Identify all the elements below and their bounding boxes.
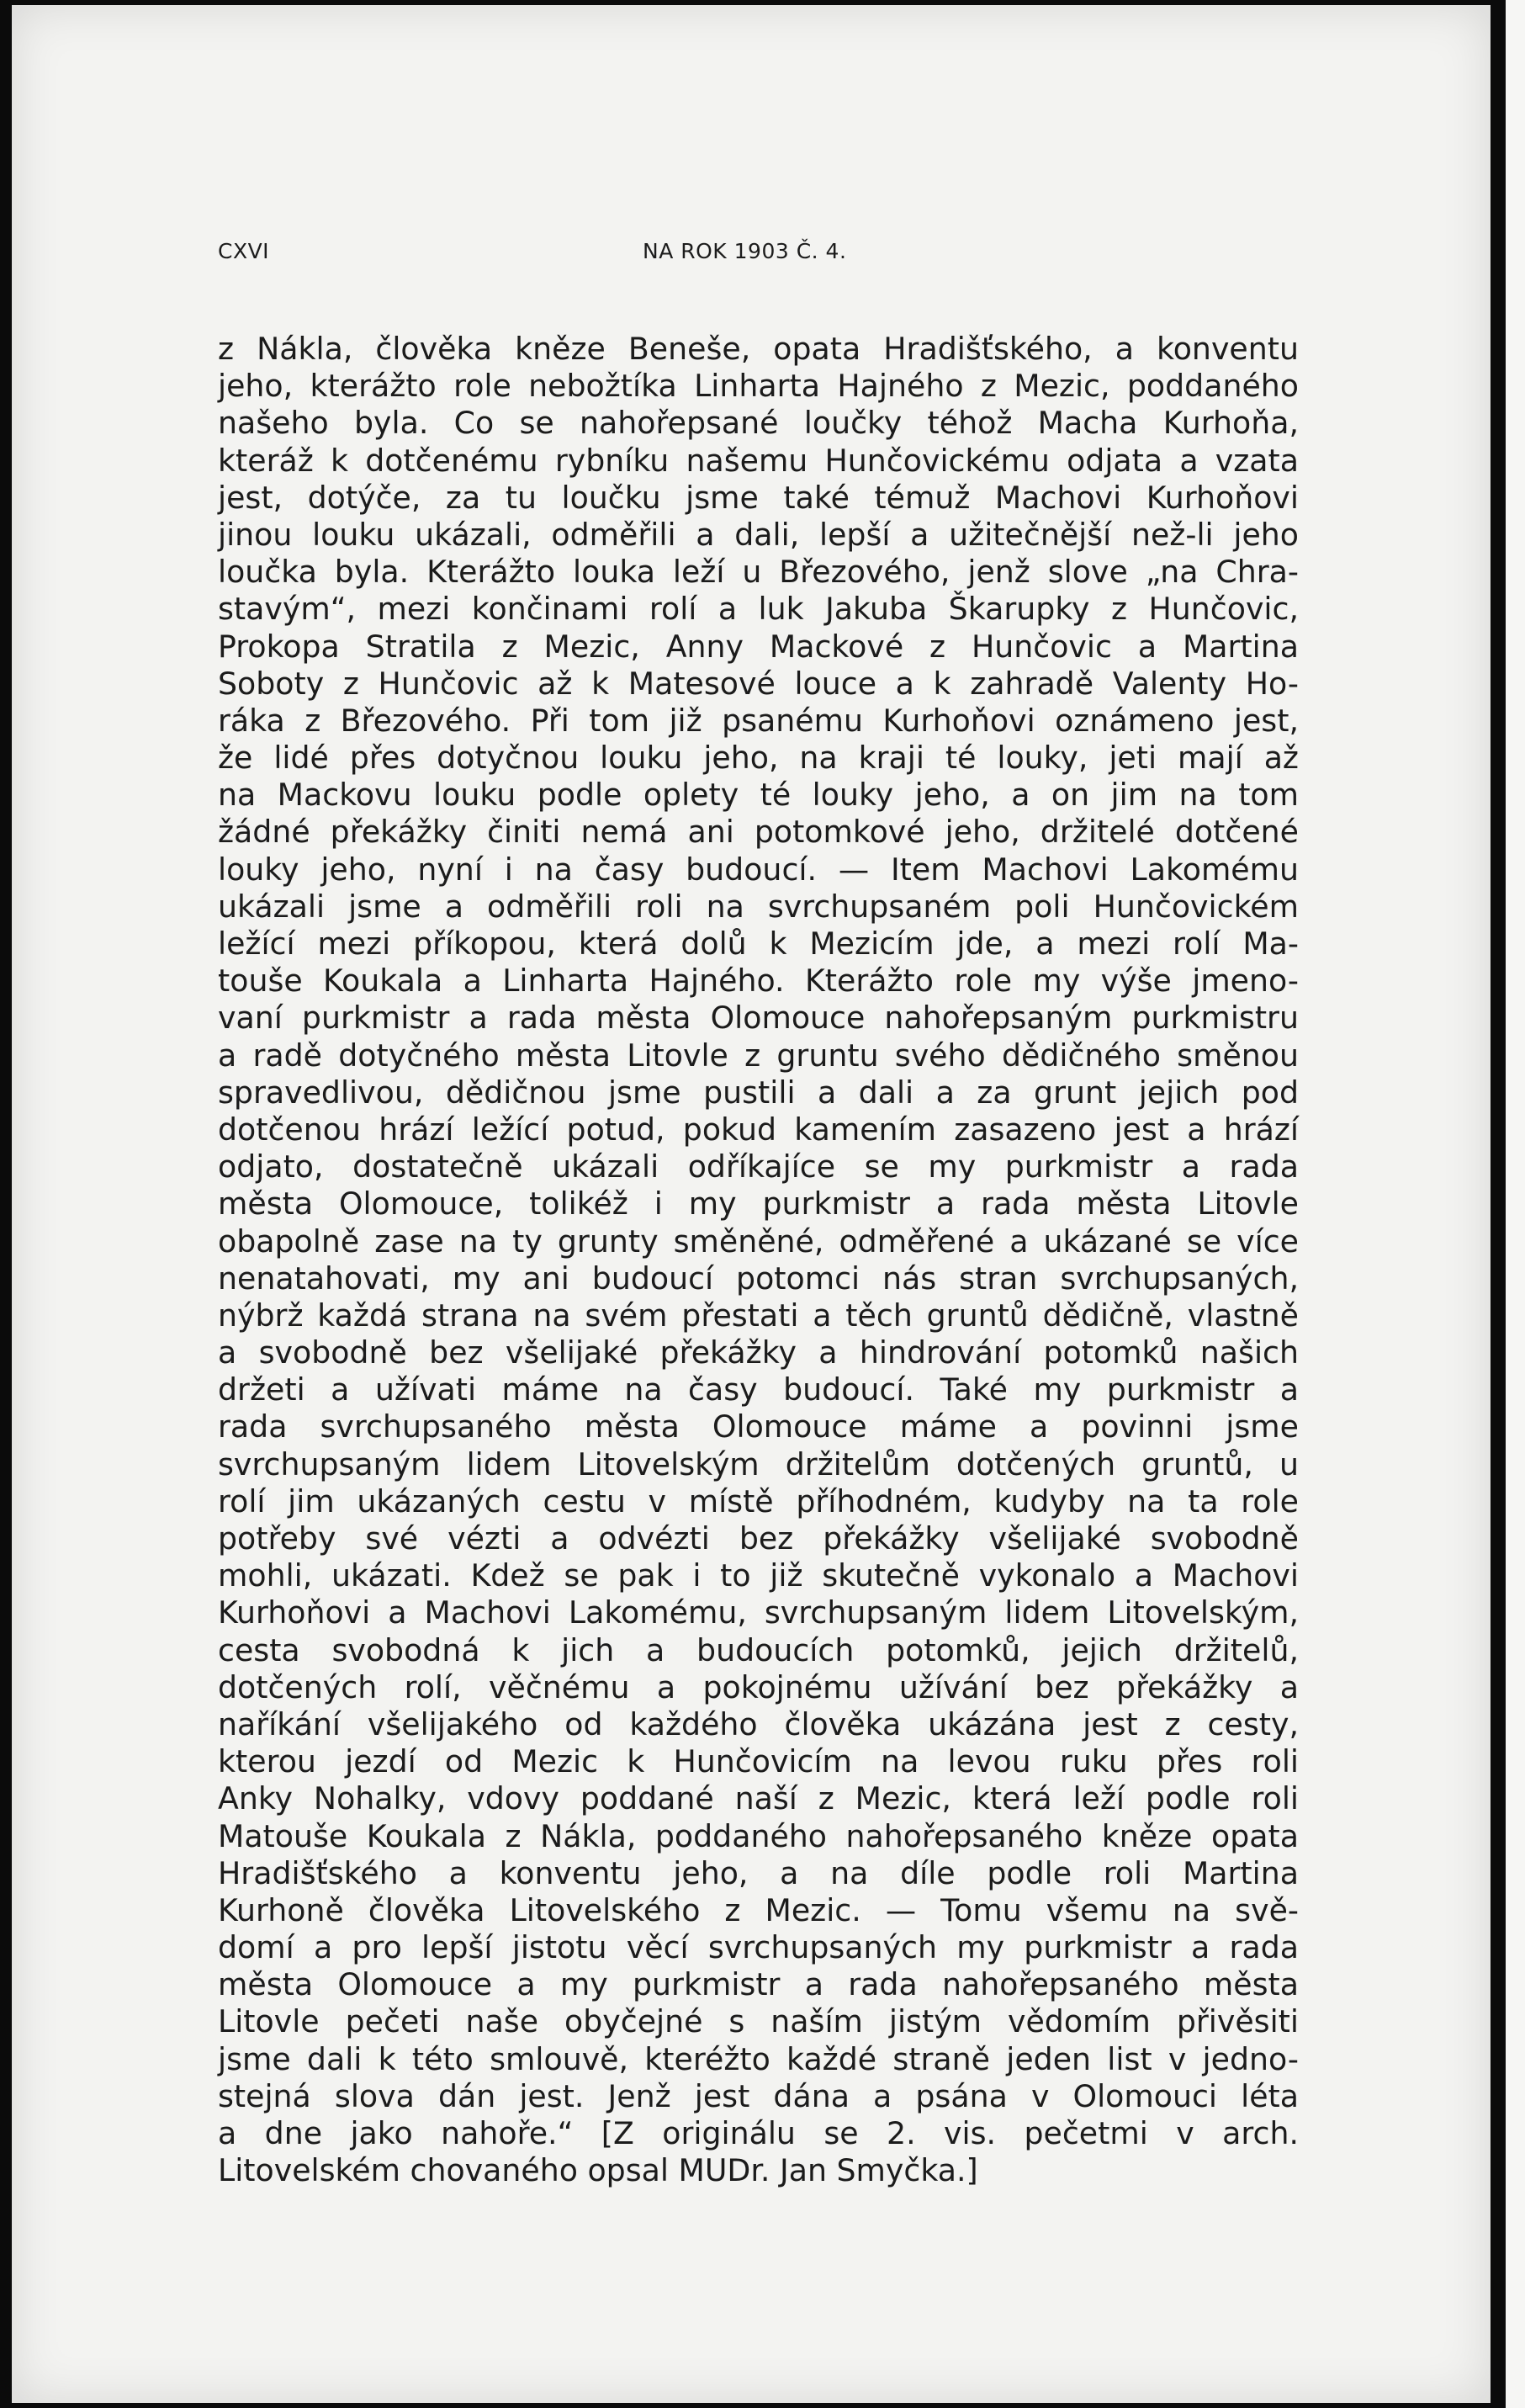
text-line: že lidé přes dotyčnou louku jeho, na kraji té louky, jeti mají až: [218, 740, 1299, 777]
text-line: žádné překážky činiti nemá ani potomkové jeho, držitelé dotčené: [218, 814, 1299, 851]
text-line: dotčenou hrází ležící potud, pokud kamením zasazeno jest a hrází: [218, 1111, 1299, 1148]
text-line: a radě dotyčného města Litovle z gruntu svého dědičného směnou: [218, 1037, 1299, 1074]
text-line: nenatahovati, my ani budoucí potomci nás stran svrchupsaných,: [218, 1260, 1299, 1297]
text-line: jest, dotýče, za tu loučku jsme také témuž Machovi Kurhoňovi: [218, 479, 1299, 516]
text-line: jeho, kterážto role nebožtíka Linharta Hajného z Mezic, poddaného: [218, 368, 1299, 405]
text-line: ukázali jsme a odměřili roli na svrchupsaném poli Hunčovickém: [218, 888, 1299, 925]
text-line: obapolně zase na ty grunty směněné, odměřené a ukázané se více: [218, 1223, 1299, 1260]
text-line: kterou jezdí od Mezic k Hunčovicím na levou ruku přes roli: [218, 1743, 1299, 1780]
text-line: Hradišťského a konventu jeho, a na díle podle roli Martina: [218, 1854, 1299, 1891]
text-line: potřeby své vézti a odvézti bez překážky všelijaké svobodně: [218, 1520, 1299, 1557]
text-line: ráka z Březového. Při tom již psanému Kurhoňovi oznámeno jest,: [218, 702, 1299, 739]
text-line: stavým“, mezi končinami rolí a luk Jakuba Škarupky z Hunčovic,: [218, 591, 1299, 628]
text-line: a svobodně bez všelijaké překážky a hindrování potomků našich: [218, 1334, 1299, 1371]
text-line: naříkání všelijakého od každého člověka ukázána jest z cesty,: [218, 1705, 1299, 1742]
text-line: jinou louku ukázali, odměřili a dali, lepší a užitečnější než-li jeho: [218, 516, 1299, 553]
text-line: z Nákla, člověka kněze Beneše, opata Hradišťského, a konventu: [218, 331, 1299, 367]
text-line: a dne jako nahoře.“ [Z originálu se 2. vis. pečetmi v arch.: [218, 2115, 1299, 2151]
text-line: kteráž k dotčenému rybníku našemu Hunčovickému odjata a vzata: [218, 442, 1299, 479]
text-line: odjato, dostatečně ukázali odříkajíce se my purkmistr a rada: [218, 1148, 1299, 1185]
text-line: vaní purkmistr a rada města Olomouce nahořepsaným purkmistru: [218, 1000, 1299, 1037]
text-line: Kurhoně člověka Litovelského z Mezic. — Tomu všemu na svě-: [218, 1891, 1299, 1928]
text-line: spravedlivou, dědičnou jsme pustili a dali a za grunt jejich pod: [218, 1074, 1299, 1111]
body-text: [218, 331, 1299, 2189]
text-line: louky jeho, nyní i na časy budoucí. — Item Machovi Lakomému: [218, 851, 1299, 888]
text-line: domí a pro lepší jistotu věcí svrchupsaných my purkmistr a rada: [218, 1929, 1299, 1966]
text-line: rada svrchupsaného města Olomouce máme a povinni jsme: [218, 1408, 1299, 1445]
text-line: Soboty z Hunčovic až k Matesové louce a k zahradě Valenty Ho-: [218, 665, 1299, 702]
text-line: svrchupsaným lidem Litovelským držitelům dotčených gruntů, u: [218, 1445, 1299, 1482]
text-line: ležící mezi příkopou, která dolů k Mezicím jde, a mezi rolí Ma-: [218, 926, 1299, 962]
text-line: nýbrž každá strana na svém přestati a těch gruntů dědičně, vlastně: [218, 1297, 1299, 1334]
text-line: loučka byla. Kterážto louka leží u Březového, jenž slove „na Chra-: [218, 554, 1299, 591]
text-line: držeti a užívati máme na časy budoucí. Také my purkmistr a: [218, 1371, 1299, 1408]
text-line: našeho byla. Co se nahořepsané loučky téhož Macha Kurhoňa,: [218, 405, 1299, 442]
text-line: Kurhoňovi a Machovi Lakomému, svrchupsaným lidem Litovelským,: [218, 1594, 1299, 1631]
text-line: touše Koukala a Linharta Hajného. Kterážto role my výše jmeno-: [218, 963, 1299, 1000]
book-page: [12, 5, 1491, 2403]
text-line: Litovelském chovaného opsal MUDr. Jan Smyčka.]: [218, 2152, 978, 2189]
text-line: mohli, ukázati. Kdež se pak i to již skutečně vykonalo a Machovi: [218, 1557, 1299, 1594]
text-line: dotčených rolí, věčnému a pokojnému užívání bez překážky a: [218, 1668, 1299, 1705]
text-line: Matouše Koukala z Nákla, poddaného nahořepsaného kněze opata: [218, 1817, 1299, 1854]
running-title: NA ROK 1903 Č. 4.: [643, 239, 847, 263]
page-number: CXVI: [218, 239, 270, 263]
text-line: rolí jim ukázaných cestu v místě příhodném, kudyby na ta role: [218, 1482, 1299, 1520]
text-line: na Mackovu louku podle oplety té louky jeho, a on jim na tom: [218, 777, 1299, 814]
page-header: [218, 239, 857, 273]
text-line: města Olomouce, tolikéž i my purkmistr a rada města Litovle: [218, 1185, 1299, 1223]
text-line: Litovle pečeti naše obyčejné s naším jistým vědomím přivěsiti: [218, 2003, 1299, 2040]
text-line: stejná slova dán jest. Jenž jest dána a psána v Olomouci léta: [218, 2077, 1299, 2114]
text-line: jsme dali k této smlouvě, kteréžto každé straně jeden list v jedno-: [218, 2040, 1299, 2077]
text-line: cesta svobodná k jich a budoucích potomků, jejich držitelů,: [218, 1631, 1299, 1668]
adjacent-page-edge: [1506, 0, 1525, 2408]
text-line: Prokopa Stratila z Mezic, Anny Mackové z Hunčovic a Martina: [218, 628, 1299, 665]
text-line: Anky Nohalky, vdovy poddané naší z Mezic, která leží podle roli: [218, 1780, 1299, 1817]
text-line: města Olomouce a my purkmistr a rada nahořepsaného města: [218, 1966, 1299, 2003]
